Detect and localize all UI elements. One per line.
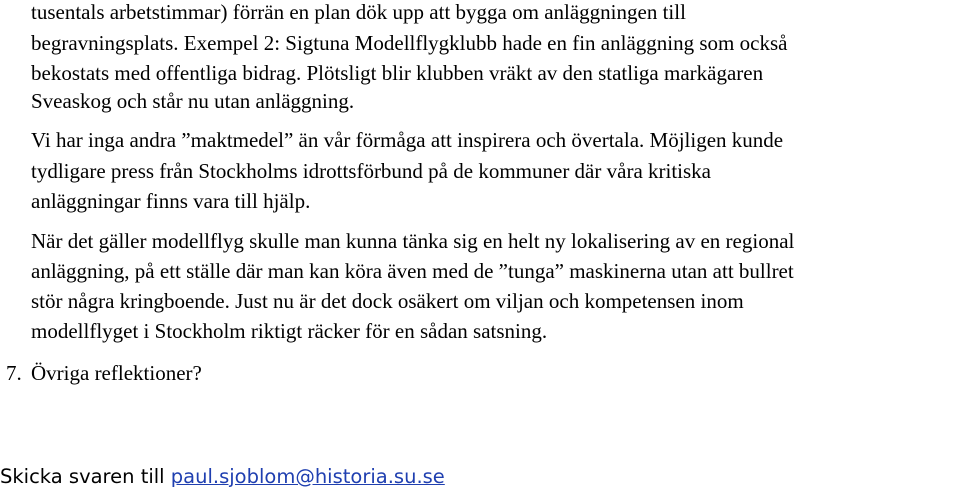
footer (0, 465, 445, 489)
text-line: anläggningar finns vara till hjälp. (31, 189, 311, 213)
text-line: tusentals arbetstimmar) förrän en plan dök upp att bygga om anläggningen till (31, 0, 686, 24)
text-line: anläggning, på ett ställe där man kan köra även med de ”tunga” maskinerna utan att bullret (31, 259, 794, 283)
footer-text: Skicka svaren till (0, 465, 171, 488)
question-text: Övriga reflektioner? (31, 361, 202, 385)
question-number: 7. (6, 361, 22, 385)
text-line: modellflyget i Stockholm riktigt räcker för en sådan satsning. (31, 319, 548, 343)
text-line: bekostats med offentliga bidrag. Plötsligt blir klubben vräkt av den statliga markägaren (31, 61, 764, 85)
question-heading (6, 361, 202, 385)
email-link[interactable]: paul.sjoblom@historia.su.se (170, 465, 445, 488)
text-line: stör några kringboende. Just nu är det dock osäkert om viljan och kompetensen inom (31, 289, 744, 313)
text-line: Vi har inga andra ”maktmedel” än vår förmåga att inspirera och övertala. Möjligen kunde (31, 128, 784, 152)
text-line: När det gäller modellflyg skulle man kunna tänka sig en helt ny lokalisering av en regional (31, 229, 795, 253)
text-line: tydligare press från Stockholms idrottsförbund på de kommuner där våra kritiska (31, 159, 711, 183)
text-line: begravningsplats. Exempel 2: Sigtuna Modellflygklubb hade en fin anläggning som också (31, 31, 788, 55)
text-line: Sveaskog och står nu utan anläggning. (31, 89, 355, 113)
